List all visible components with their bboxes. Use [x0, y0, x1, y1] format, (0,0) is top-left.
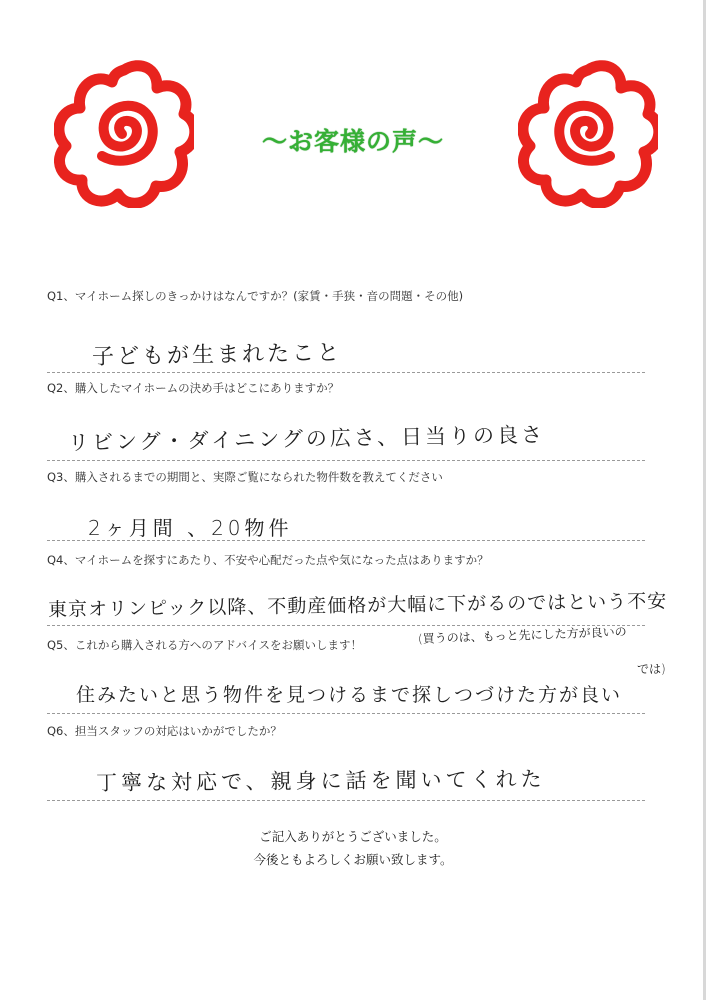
answer-2: リビング・ダイニングの広さ、日当りの良さ — [67, 422, 546, 455]
answer-4-note-line-2: では) — [637, 662, 666, 676]
answer-1: 子どもが生まれたこと — [91, 340, 343, 370]
question-6: Q6、担当スタッフの対応はいかがでしたか？ — [47, 724, 282, 738]
answer-6: 丁寧な対応で、親身に話を聞いてくれた — [95, 767, 546, 795]
red-flower-spiral-icon — [518, 58, 658, 208]
answer-3: 2ヶ月間 、20物件 — [88, 516, 293, 540]
closing-regards: 今後ともよろしくお願い致します。 — [253, 852, 453, 867]
question-5: Q5、これから購入される方へのアドバイスをお願いします！ — [47, 638, 363, 652]
answer-line-6 — [47, 800, 645, 801]
answer-4-note-line-1: (買うのは、もっと先にした方が良いの — [417, 624, 627, 646]
page-title: 〜お客様の声〜 — [261, 127, 444, 156]
answer-line-1 — [47, 372, 645, 373]
question-1: Q1、マイホーム探しのきっかけはなんですか？(家賃・手狭・音の問題・その他) — [47, 289, 464, 303]
answer-4: 東京オリンピック以降、不動産価格が大幅に下がるのではという不安 — [47, 590, 668, 621]
question-2: Q2、購入したマイホームの決め手はどこにありますか？ — [47, 381, 340, 395]
question-4: Q4、マイホームを探すにあたり、不安や心配だった点や気になった点はありますか？ — [47, 553, 489, 567]
answer-line-2 — [47, 460, 645, 461]
closing-thanks: ご記入ありがとうございました。 — [259, 829, 447, 844]
red-flower-spiral-icon — [54, 58, 194, 208]
answer-5: 住みたいと思う物件を見つけるまで探しつづけた方が良い — [76, 684, 623, 706]
answer-line-5 — [47, 713, 645, 714]
question-3: Q3、購入されるまでの期間と、実際ご覧になられた物件数を教えてください — [47, 470, 443, 484]
answer-line-3 — [47, 540, 645, 541]
